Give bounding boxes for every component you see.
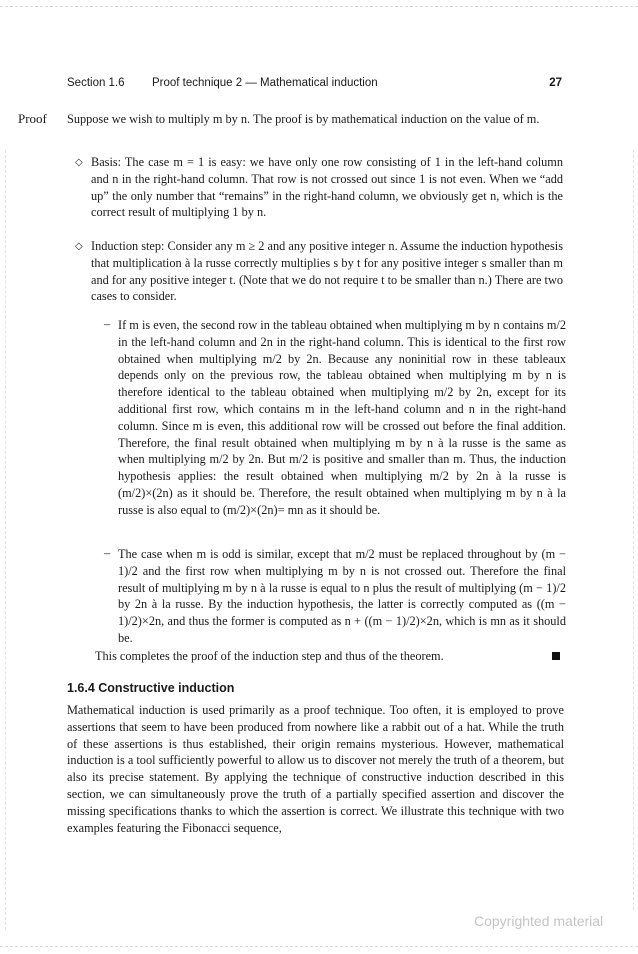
subsection-heading: 1.6.4 Constructive induction [67,681,235,695]
header-title: Proof technique 2 — Mathematical induction [152,77,378,89]
scan-edge-bottom [0,946,638,947]
diamond-bullet-icon: ◇ [75,241,83,252]
basis-item [91,154,563,221]
induction-step-text: Induction step: Consider any m ≥ 2 and any positive integer n. Assume the induction hypothesis that multiplication à la russe correctly multiplies s by t for any positive integer s smaller than m and for any positive integer t. (Note that we do not require t to be smaller than n.) There are two cases to consider. [91,239,563,304]
case-even-item [118,317,566,519]
case-odd-item [118,546,566,647]
proof-conclusion [95,648,525,665]
header-section: Section 1.6 [67,77,125,89]
diamond-bullet-icon: ◇ [75,157,83,168]
case-even-text: If m is even, the second row in the tableau obtained when multiplying m by n contains m/2 in the left-hand column and 2n in the right-hand column. This is identical to the first row obtained when multiplying m/2 by 2n. Because any noninitial row in these tableaux depends only on the previous row, the tableau obtained when multiplying m by n is therefore identical to the tableau obtained when multiplying m/2 by 2n, except for its additional first row, which contains m in the left-hand column and n in the right-hand column. Since m is even, this additional row will be crossed out before the final addition. Therefore, the final result obtained when multiplying m by n à la russe is the same as when multiplying m/2 by 2n. But m/2 is positive and smaller than m. Thus, the induction hypothesis applies: the result obtained when multiplying m/2 by 2n à la russe is (m/2)×(2n) as it should be. Therefore, the result obtained when multiplying m by n à la russe is also equal to (m/2)×(2n)= mn as it should be. [118,318,566,517]
qed-square-icon [552,652,560,660]
dash-bullet-icon: – [104,317,111,331]
scan-edge-right [633,150,634,910]
constructive-induction-paragraph [67,702,564,836]
constructive-induction-text: Mathematical induction is used primarily as a proof technique. Too often, it is employed to prove assertions that seem to have been produced from nowhere like a rabbit out of a hat. While the truth of these assertions is thus established, their origin remains mysterious. However, mathematical induction is a tool sufficiently powerful to allow us to discover not merely the truth of a theorem, but also its precise statement. By applying the technique of constructive induction described in this section, we can simultaneously prove the truth of a partially specified assertion and discover the missing specifications thanks to which the assertion is correct. We illustrate this technique with two examples featuring the Fibonacci sequence, [67,703,564,835]
case-odd-text: The case when m is odd is similar, except that m/2 must be replaced throughout by (m − 1)/2 and the first row when multiplying m by n is not crossed out. Therefore the final result of multiplying m by n à la russe is equal to n plus the result of multiplying (m − 1)/2 by 2n à la russe. By the induction hypothesis, the latter is correctly computed as ((m − 1)/2)×2n, and thus the former is computed as n + ((m − 1)/2)×2n, which is mn as it should be. [118,547,566,645]
basis-text: Basis: The case m = 1 is easy: we have only one row consisting of 1 in the left-hand column and n in the right-hand column. That row is not crossed out since 1 is not even. When we “add up” the only number that “remains” in the right-hand column, we obviously get n, which is the correct result of multiplying 1 by n. [91,155,563,220]
dash-bullet-icon: – [104,546,111,560]
page-number: 27 [549,77,562,89]
induction-step-item [91,238,563,305]
proof-label: Proof [18,111,47,126]
proof-conclusion-text: This completes the proof of the induction step and thus of the theorem. [95,649,444,663]
scan-edge-top [0,6,638,7]
proof-intro-text: Suppose we wish to multiply m by n. The proof is by mathematical induction on the value of m. [67,112,540,126]
proof-intro-paragraph [67,111,563,128]
scan-edge-left [5,150,6,930]
running-header [67,77,562,93]
copyright-watermark: Copyrighted material [474,913,604,929]
